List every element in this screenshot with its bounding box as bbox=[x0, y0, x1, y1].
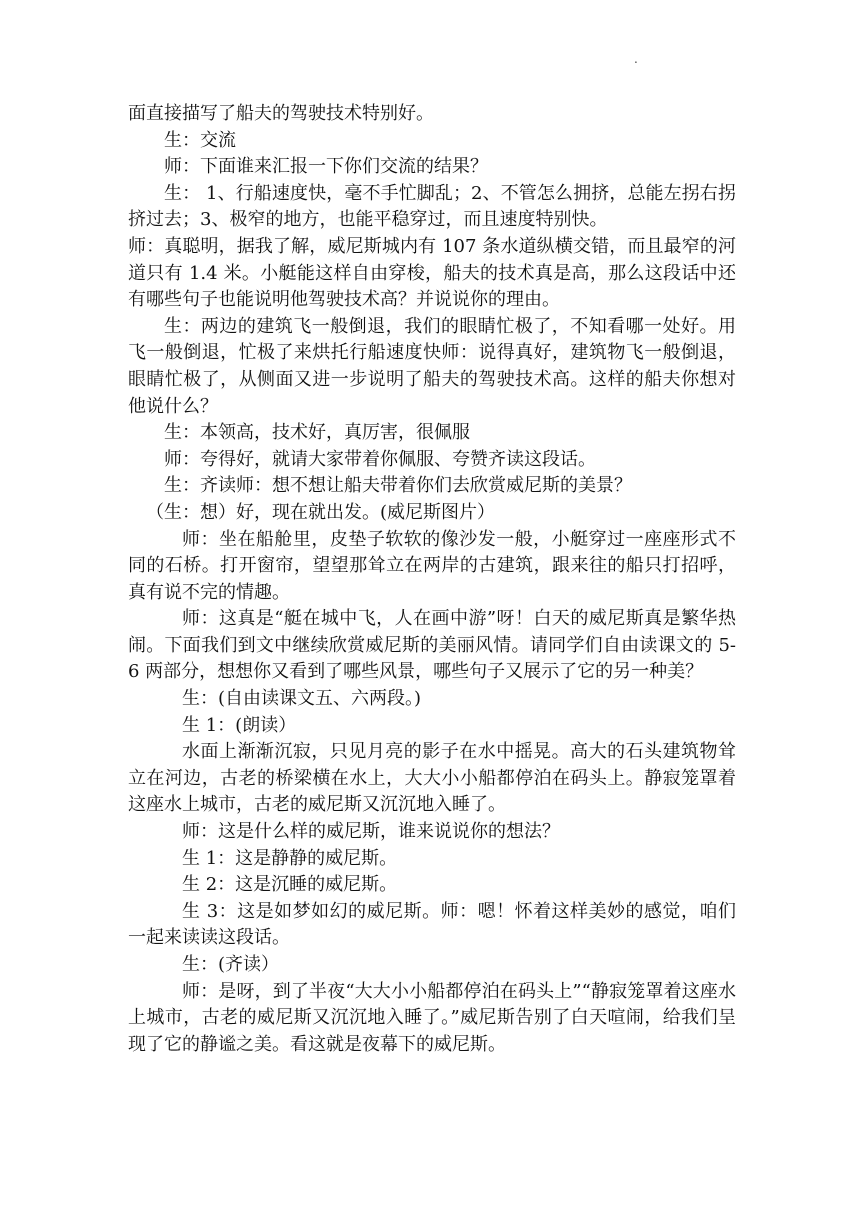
page-mark: . bbox=[634, 52, 638, 66]
paragraph-13: 生：(自由读课文五、六两段。) bbox=[182, 688, 422, 710]
paragraph-17: 生 1：这是静静的威尼斯。 bbox=[182, 847, 398, 869]
paragraph-19: 生 3：这是如梦如幻的威尼斯。师：嗯！怀着这样美妙的感觉，咱们一起来读读这段话。 bbox=[128, 900, 736, 949]
paragraph-21: 师：是呀，到了半夜“大大小小船都停泊在码头上”“静寂笼罩着这座水上城市，古老的威尼斯又沉沉地入睡了。”威尼斯告别了白天喧闹，给我们呈现了它的静谧之美。看这就是夜幕下的威尼斯。 bbox=[128, 980, 736, 1055]
paragraph-11: 师：坐在船舱里，皮垫子软软的像沙发一般，小艇穿过一座座形式不同的石桥。打开窗帘，望望那耸立在两岸的古建筑，跟来往的船只打招呼，真有说不完的情趣。 bbox=[128, 528, 736, 603]
paragraph-1: 面直接描写了船夫的驾驶技术特别好。 bbox=[128, 103, 434, 124]
paragraph-12: 师：这真是“艇在城中飞，人在画中游”呀！白天的威尼斯真是繁华热闹。下面我们到文中继续欣赏威尼斯的美丽风情。请同学们自由读课文的 5-6 两部分，想想你又看到了哪些风景，哪些句子又展示了它的另一种美？ bbox=[128, 608, 736, 683]
paragraph-3: 师：下面谁来汇报一下你们交流的结果？ bbox=[164, 156, 488, 178]
paragraph-14: 生 1：(朗读） bbox=[182, 714, 297, 736]
paragraph-4: 生： 1、行船速度快，毫不手忙脚乱；2、不管怎么拥挤，总能左拐右拐挤过去；3、极窄的地方，也能平稳穿过，而且速度特别快。 bbox=[128, 182, 736, 231]
paragraph-7: 生：本领高，技术好，真厉害，很佩服 bbox=[164, 422, 470, 444]
paragraph-9: 生：齐读师：想不想让船夫带着你们去欣赏威尼斯的美景？ bbox=[164, 475, 632, 497]
paragraph-10: （生：想）好，现在就出发。(威尼斯图片） bbox=[146, 501, 496, 523]
document-body bbox=[128, 101, 736, 1058]
paragraph-15: 水面上渐渐沉寂，只见月亮的影子在水中摇晃。高大的石头建筑物耸立在河边，古老的桥梁横在水上，大大小小船都停泊在码头上。静寂笼罩着这座水上城市，古老的威尼斯又沉沉地入睡了。 bbox=[128, 741, 736, 816]
paragraph-18: 生 2：这是沉睡的威尼斯。 bbox=[182, 874, 398, 896]
paragraph-20: 生：(齐读） bbox=[182, 954, 280, 975]
paragraph-8: 师：夸得好，就请大家带着你佩服、夸赞齐读这段话。 bbox=[164, 448, 596, 470]
paragraph-2: 生：交流 bbox=[164, 129, 236, 151]
paragraph-6: 生：两边的建筑飞一般倒退，我们的眼睛忙极了，不知看哪一处好。用飞一般倒退，忙极了来烘托行船速度快师：说得真好，建筑物飞一般倒退，眼睛忙极了，从侧面又进一步说明了船夫的驾驶技术高。这样的船夫你想对他说什么？ bbox=[128, 315, 736, 417]
paragraph-16: 师：这是什么样的威尼斯，谁来说说你的想法？ bbox=[182, 821, 560, 843]
paragraph-5: 师：真聪明，据我了解，威尼斯城内有 107 条水道纵横交错，而且最窄的河道只有 1.4 米。小艇能这样自由穿梭，船夫的技术真是高，那么这段话中还有哪些句子也能说明他驾驶技术高？并说说你的理由。 bbox=[128, 235, 736, 311]
